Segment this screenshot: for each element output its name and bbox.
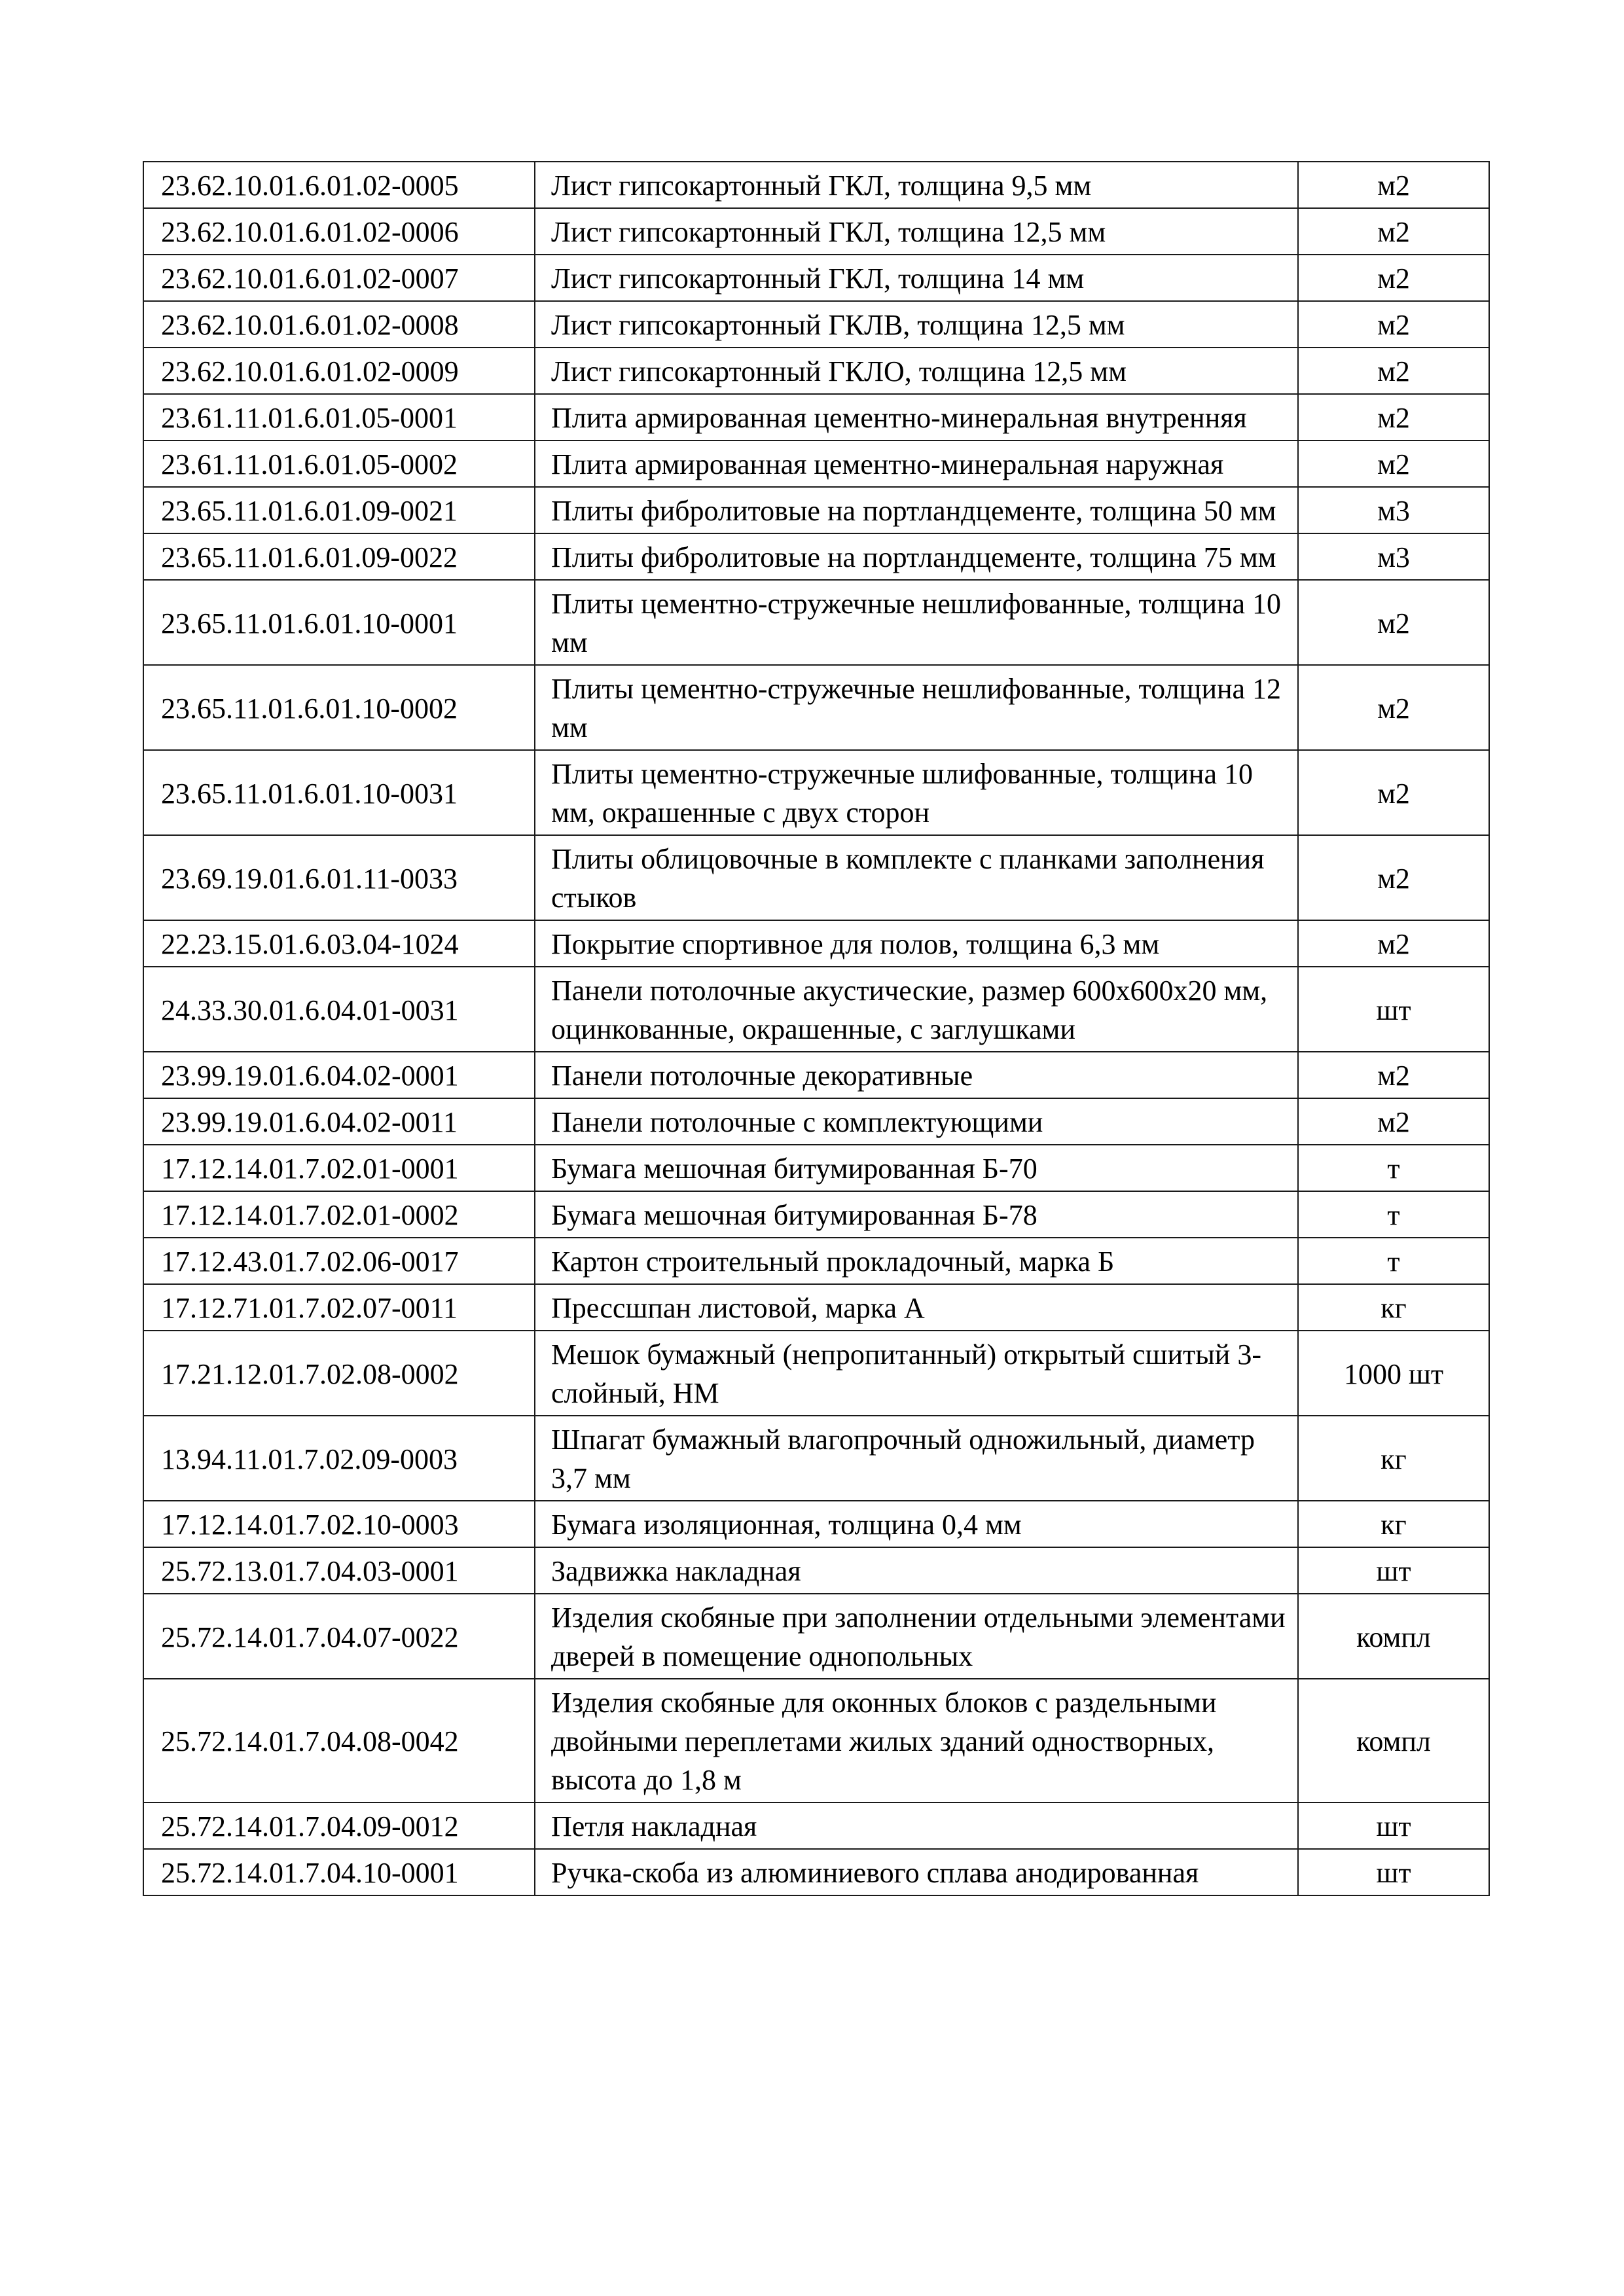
- row-name: Лист гипсокартонный ГКЛ, толщина 14 мм: [535, 255, 1298, 301]
- row-code: 23.65.11.01.6.01.09-0021: [143, 487, 535, 533]
- row-name: Бумага мешочная битумированная Б-78: [535, 1191, 1298, 1238]
- row-unit: м2: [1298, 750, 1489, 835]
- row-unit: кг: [1298, 1501, 1489, 1547]
- table-row: [143, 750, 1489, 835]
- row-unit: кг: [1298, 1416, 1489, 1501]
- row-name: Плиты фибролитовые на портландцементе, толщина 50 мм: [535, 487, 1298, 533]
- table-row: [143, 487, 1489, 533]
- row-code: 23.65.11.01.6.01.09-0022: [143, 533, 535, 580]
- row-unit: шт: [1298, 1803, 1489, 1849]
- row-unit: шт: [1298, 1547, 1489, 1594]
- table-row: [143, 394, 1489, 440]
- row-code: 23.61.11.01.6.01.05-0002: [143, 440, 535, 487]
- table-row: [143, 1594, 1489, 1679]
- row-name: Мешок бумажный (непропитанный) открытый сшитый 3-слойный, НМ: [535, 1331, 1298, 1416]
- row-code: 25.72.14.01.7.04.08-0042: [143, 1679, 535, 1803]
- row-unit: т: [1298, 1238, 1489, 1284]
- row-name: Плита армированная цементно-минеральная внутренняя: [535, 394, 1298, 440]
- row-code: 25.72.13.01.7.04.03-0001: [143, 1547, 535, 1594]
- row-code: 23.62.10.01.6.01.02-0005: [143, 162, 535, 208]
- row-unit: т: [1298, 1145, 1489, 1191]
- table-row: [143, 533, 1489, 580]
- table-row: [143, 967, 1489, 1052]
- row-name: Плиты цементно-стружечные нешлифованные, толщина 10 мм: [535, 580, 1298, 665]
- row-name: Плиты цементно-стружечные шлифованные, толщина 10 мм, окрашенные с двух сторон: [535, 750, 1298, 835]
- row-name: Плиты облицовочные в комплекте с планками заполнения стыков: [535, 835, 1298, 920]
- row-name: Лист гипсокартонный ГКЛВ, толщина 12,5 мм: [535, 301, 1298, 348]
- row-unit: м2: [1298, 348, 1489, 394]
- row-name: Бумага изоляционная, толщина 0,4 мм: [535, 1501, 1298, 1547]
- row-unit: шт: [1298, 967, 1489, 1052]
- row-unit: м2: [1298, 665, 1489, 750]
- row-name: Плиты фибролитовые на портландцементе, толщина 75 мм: [535, 533, 1298, 580]
- row-name: Плита армированная цементно-минеральная наружная: [535, 440, 1298, 487]
- table-row: [143, 835, 1489, 920]
- row-name: Лист гипсокартонный ГКЛ, толщина 9,5 мм: [535, 162, 1298, 208]
- table-row: [143, 1547, 1489, 1594]
- table-row: [143, 1052, 1489, 1098]
- row-unit: м2: [1298, 440, 1489, 487]
- row-code: 23.65.11.01.6.01.10-0031: [143, 750, 535, 835]
- row-code: 23.62.10.01.6.01.02-0008: [143, 301, 535, 348]
- row-unit: м2: [1298, 394, 1489, 440]
- table-row: [143, 301, 1489, 348]
- row-unit: м2: [1298, 1098, 1489, 1145]
- row-code: 23.99.19.01.6.04.02-0001: [143, 1052, 535, 1098]
- row-code: 23.69.19.01.6.01.11-0033: [143, 835, 535, 920]
- row-code: 17.12.14.01.7.02.01-0002: [143, 1191, 535, 1238]
- row-unit: м2: [1298, 580, 1489, 665]
- table-row: [143, 348, 1489, 394]
- row-code: 23.62.10.01.6.01.02-0009: [143, 348, 535, 394]
- table-row: [143, 580, 1489, 665]
- table-row: [143, 208, 1489, 255]
- row-code: 17.12.14.01.7.02.10-0003: [143, 1501, 535, 1547]
- row-unit: 1000 шт: [1298, 1331, 1489, 1416]
- row-name: Плиты цементно-стружечные нешлифованные, толщина 12 мм: [535, 665, 1298, 750]
- table-row: [143, 1191, 1489, 1238]
- row-code: 24.33.30.01.6.04.01-0031: [143, 967, 535, 1052]
- table-row: [143, 1501, 1489, 1547]
- row-unit: т: [1298, 1191, 1489, 1238]
- row-code: 23.65.11.01.6.01.10-0002: [143, 665, 535, 750]
- table-row: [143, 1098, 1489, 1145]
- row-unit: м2: [1298, 301, 1489, 348]
- table-row: [143, 920, 1489, 967]
- row-unit: шт: [1298, 1849, 1489, 1895]
- table-row: [143, 1416, 1489, 1501]
- row-name: Изделия скобяные при заполнении отдельными элементами дверей в помещение однопольных: [535, 1594, 1298, 1679]
- row-code: 23.65.11.01.6.01.10-0001: [143, 580, 535, 665]
- row-code: 25.72.14.01.7.04.10-0001: [143, 1849, 535, 1895]
- row-code: 25.72.14.01.7.04.09-0012: [143, 1803, 535, 1849]
- row-unit: м2: [1298, 920, 1489, 967]
- row-code: 23.62.10.01.6.01.02-0007: [143, 255, 535, 301]
- row-unit: м2: [1298, 255, 1489, 301]
- table-row: [143, 1331, 1489, 1416]
- materials-table: [143, 161, 1490, 1896]
- row-unit: м3: [1298, 533, 1489, 580]
- row-name: Шпагат бумажный влагопрочный одножильный, диаметр 3,7 мм: [535, 1416, 1298, 1501]
- row-code: 13.94.11.01.7.02.09-0003: [143, 1416, 535, 1501]
- row-name: Картон строительный прокладочный, марка Б: [535, 1238, 1298, 1284]
- table-row: [143, 1284, 1489, 1331]
- row-name: Панели потолочные с комплектующими: [535, 1098, 1298, 1145]
- row-unit: кг: [1298, 1284, 1489, 1331]
- row-name: Панели потолочные декоративные: [535, 1052, 1298, 1098]
- row-code: 17.12.43.01.7.02.06-0017: [143, 1238, 535, 1284]
- row-name: Задвижка накладная: [535, 1547, 1298, 1594]
- row-code: 23.62.10.01.6.01.02-0006: [143, 208, 535, 255]
- row-code: 17.12.71.01.7.02.07-0011: [143, 1284, 535, 1331]
- row-unit: м2: [1298, 835, 1489, 920]
- table-row: [143, 1803, 1489, 1849]
- table-row: [143, 1679, 1489, 1803]
- row-code: 17.21.12.01.7.02.08-0002: [143, 1331, 535, 1416]
- row-unit: м2: [1298, 1052, 1489, 1098]
- table-row: [143, 1849, 1489, 1895]
- row-name: Покрытие спортивное для полов, толщина 6,3 мм: [535, 920, 1298, 967]
- table-row: [143, 255, 1489, 301]
- row-name: Лист гипсокартонный ГКЛ, толщина 12,5 мм: [535, 208, 1298, 255]
- row-name: Лист гипсокартонный ГКЛО, толщина 12,5 мм: [535, 348, 1298, 394]
- row-name: Бумага мешочная битумированная Б-70: [535, 1145, 1298, 1191]
- row-code: 17.12.14.01.7.02.01-0001: [143, 1145, 535, 1191]
- row-unit: м2: [1298, 208, 1489, 255]
- row-code: 23.61.11.01.6.01.05-0001: [143, 394, 535, 440]
- table-row: [143, 440, 1489, 487]
- row-name: Прессшпан листовой, марка А: [535, 1284, 1298, 1331]
- row-code: 22.23.15.01.6.03.04-1024: [143, 920, 535, 967]
- row-name: Ручка-скоба из алюминиевого сплава анодированная: [535, 1849, 1298, 1895]
- row-name: Панели потолочные акустические, размер 600х600х20 мм, оцинкованные, окрашенные, с заглушками: [535, 967, 1298, 1052]
- table-row: [143, 665, 1489, 750]
- row-unit: компл: [1298, 1679, 1489, 1803]
- row-name: Изделия скобяные для оконных блоков с раздельными двойными переплетами жилых зданий одностворных, высота до 1,8 м: [535, 1679, 1298, 1803]
- table-row: [143, 1238, 1489, 1284]
- row-unit: компл: [1298, 1594, 1489, 1679]
- table-row: [143, 162, 1489, 208]
- row-code: 25.72.14.01.7.04.07-0022: [143, 1594, 535, 1679]
- table-row: [143, 1145, 1489, 1191]
- row-unit: м2: [1298, 162, 1489, 208]
- row-name: Петля накладная: [535, 1803, 1298, 1849]
- row-unit: м3: [1298, 487, 1489, 533]
- row-code: 23.99.19.01.6.04.02-0011: [143, 1098, 535, 1145]
